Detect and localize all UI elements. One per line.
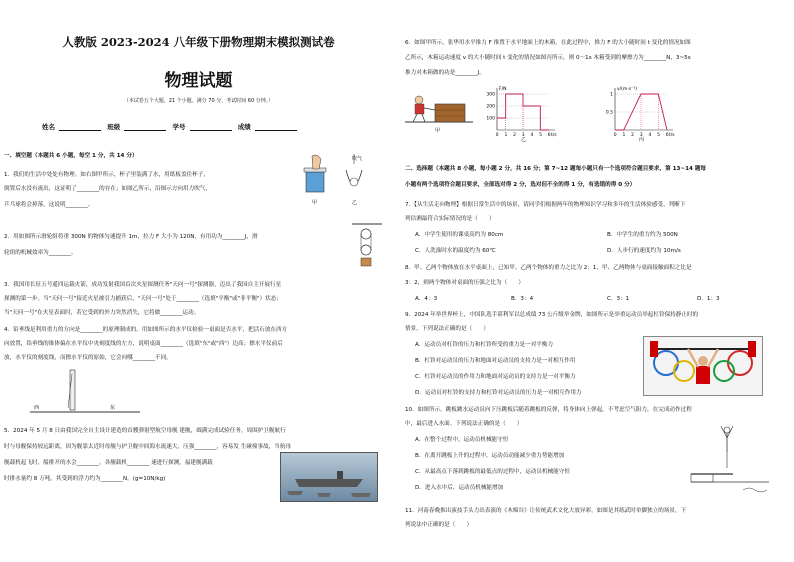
- level-figure: [30, 368, 140, 418]
- q4-line2: 向放置，铅垂线的锥体偏在水平仪中央刻度线的左方，说明桌面________（选填"东"或"西"）边高；擦水平仪前后: [4, 341, 283, 347]
- q3-line3: 当"天问一号"在火星表面时，若它受到的外力突然消失，它将做________运动。: [4, 310, 200, 316]
- x-tick-label: 0: [613, 133, 617, 138]
- q7-line2: 列估测最符合实际情况的是（ ）: [405, 216, 495, 222]
- q1-line3: 乒乓球将会掉落，这说明________。: [4, 202, 94, 208]
- fig-label-yi: 乙: [352, 200, 358, 206]
- y-tick-label: 300: [486, 92, 495, 98]
- x-tick-label: 1: [504, 133, 508, 138]
- aircraft-carrier-photo: [280, 452, 378, 502]
- chart-title: 丙: [639, 137, 645, 142]
- q8-option-c[interactable]: C．3：1: [607, 296, 630, 302]
- name-label: 姓名: [42, 123, 55, 131]
- fig-label-jia: 甲: [312, 200, 318, 206]
- weightlifter-photo: [643, 336, 763, 396]
- exam-subtitle: 物理试题: [164, 71, 233, 91]
- x-tick-label: 5: [539, 133, 543, 138]
- student-info-row: [42, 124, 301, 131]
- chart-title: 乙: [521, 137, 527, 142]
- section1-heading: 一、填空题（本题共 6 小题，每空 1 分，共 14 分）: [4, 153, 138, 159]
- athlete-icon: [696, 366, 710, 384]
- diving-figure: [683, 424, 773, 500]
- section2-heading-line2: 小题有两个选项符合题目要求，全部选对得 2 分，选对但不全的得 1 分，有选错的得 0 分）: [405, 182, 636, 188]
- y-tick-label: 1: [610, 92, 613, 98]
- label-east: 东: [110, 405, 116, 411]
- q9-option-a[interactable]: A．运动员对杠铃的压力和杠铃所受的重力是一对平衡力: [415, 342, 554, 348]
- q7-option-a[interactable]: A．中学生使用的课桌高约为 80cm: [415, 232, 504, 238]
- q3-line1: 3．我国用长征五号遥四运载火箭，成功发射我国首次火星探测任务"天问一号"探测器，迈出了我国自主开展行星: [4, 282, 282, 288]
- q8-option-a[interactable]: A．4：3: [415, 296, 438, 302]
- q1-line2: 倒置后水没有流出，这证明了________的存在；如图乙所示，沿图示方向用力吹气，: [4, 186, 211, 192]
- pulley-wheel-icon: [361, 229, 371, 239]
- x-tick-label: 6: [665, 133, 669, 138]
- q6-line2: 乙所示，木箱运动速度 v 的大小随时间 t 变化的情况如图丙所示，则 0～1s 木箱受到的摩擦力为________N，3~5s: [405, 55, 691, 61]
- q2-line2: 轮组的机械效率为________。: [4, 250, 77, 256]
- class-blank[interactable]: [124, 124, 166, 131]
- q8-option-b[interactable]: B．3：4: [511, 296, 534, 302]
- q9-line2: 情景，下列说法正确的是（ ）: [405, 326, 489, 332]
- q4-line1: 4．铅垂线是利用重力的方向是________的原理制成的。用如图所示的水平仪检验一桌面是否水平，把活石放在西方: [4, 327, 288, 333]
- q10-line1: 10．如图所示，跳板跳水运动员向下压跳板后随着跳板的反弹，将身体向上弹起。不考虑空气阻力，在完成动作过程: [405, 407, 692, 413]
- pingpong-ball-icon: [350, 178, 358, 186]
- x-tick-label: 6: [547, 133, 551, 138]
- exam-title: 人教版 2023-2024 八年级下册物理期末模拟测试卷: [62, 35, 335, 49]
- q5-line4: 时排水量约 8 万吨，其受到的浮力约为________N。(g=10N/kg): [4, 476, 166, 482]
- name-blank[interactable]: [59, 124, 101, 131]
- weight-block-icon: [361, 258, 371, 266]
- cup-icon: [306, 172, 324, 192]
- q5-line1: 5．2024 年 5 月 8 日由我国完全自主设计建造的首艘弹射型航空母舰 建舰，圆满完成试验任务，周围护卫舰航行: [4, 428, 286, 434]
- y-tick-label: 0.5: [605, 110, 613, 116]
- q10-option-d[interactable]: D．进入水中后，运动员机械能增加: [415, 485, 504, 491]
- label-west: 西: [34, 405, 40, 411]
- q9-option-d[interactable]: D．运动员对杠铃的支持力和杠铃对运动员的压力是一对相互作用力: [415, 390, 582, 396]
- x-tick-label: 1: [622, 133, 626, 138]
- id-blank[interactable]: [190, 124, 232, 131]
- q8-line2: 3：2，则两个物体对桌面的压强之比为（ ）: [405, 280, 524, 286]
- x-tick-label: 5: [657, 133, 661, 138]
- q1-figure: [290, 152, 390, 207]
- score-label: 成绩: [237, 123, 251, 131]
- q3-line2: 探测的第一步。当"天问一号"接近火星被引力捕获后，"天问一号"处于________（选填"平衡"或"非平衡"）状态；: [4, 296, 282, 302]
- q7-option-d[interactable]: D．人步行的速度约为 10m/s: [607, 248, 681, 254]
- velocity-time-chart: [597, 78, 681, 142]
- q8-line1: 8．甲、乙两个物体放在水平桌面上，已知甲、乙两个物体的重力之比为 2：1，甲、乙两物体与桌面接触面积之比是: [405, 265, 692, 271]
- q7-line1: 7．【从生活走向物理】根据日常生活中的场景，请同学们根据两年的物理知识学习和多年的生活体验感受，判断下: [405, 202, 686, 208]
- level-gauge-icon: [70, 370, 75, 410]
- q6-label-jia: 甲: [435, 128, 441, 134]
- q4-line3: 放，水平仪的刻度线，而擦水平仪的原始，它会向哪________不同。: [4, 355, 172, 361]
- q7-option-c[interactable]: C．人洗澡时水的温度约为 60℃: [415, 248, 496, 254]
- x-tick-label: 2: [631, 133, 635, 138]
- wooden-box-icon: [435, 104, 465, 122]
- q5-line2: 时与母舰保持较远距离，因为舰靠太近时母舰与护卫舰中间海水流速大，压强________，容易发 生碰撞事故，当航母: [4, 444, 292, 450]
- x-tick-label: 4: [530, 133, 534, 138]
- exam-note: （本试卷五个大题，21 个小题。满分 70 分，考试时间 60 分钟。）: [123, 98, 274, 104]
- q11-line1: 11．河南春晚推出演技手头力出表演的《木棉谷》让传统武术文化大放异彩。如图是其练武时单脚独立的场景，下: [405, 508, 687, 514]
- q9-line1: 9．2024 年举世界杯上，中国队选手谌利军以总成绩 73 公斤级举金牌，如图所示是举重运动员举起杠铃保持静止时的: [405, 312, 699, 318]
- q1-line1: 1．我们的生活中处处有物理。如右图甲所示，杯子里装满了水，用纸板盖住杯子，: [4, 172, 209, 178]
- diver-icon: [724, 427, 730, 433]
- id-label: 学号: [172, 123, 186, 131]
- q11-line2: 列说法中正确的是（ ）: [405, 522, 473, 528]
- x-axis-label: t/s: [551, 133, 557, 138]
- q2-line1: 2．用如图所示滑轮组将重 300N 的物体匀速提升 1m，拉力 F 大小为 120N，有用功为________J，滑: [4, 234, 258, 240]
- q7-option-b[interactable]: B．中学生的重力约为 500N: [607, 232, 678, 238]
- q10-option-a[interactable]: A．在整个过程中，运动员机械能守恒: [415, 437, 509, 443]
- y-axis-label: F/N: [499, 87, 507, 92]
- x-tick-label: 0: [495, 133, 499, 138]
- q8-option-d[interactable]: D．1：3: [697, 296, 720, 302]
- x-tick-label: 3: [639, 133, 643, 138]
- x-axis-label: t/s: [669, 133, 675, 138]
- x-tick-label: 3: [521, 133, 525, 138]
- q10-line2: 中，最后进入水面。下列说法正确的是（ ）: [405, 421, 523, 427]
- q10-option-c[interactable]: C．从最高点下落到跳板的最低点的过程中，运动员机械能守恒: [415, 469, 570, 475]
- y-axis-label: v/(m·s⁻¹): [617, 87, 638, 92]
- class-label: 班级: [107, 123, 121, 131]
- y-tick-label: 200: [486, 104, 495, 110]
- hand-icon: [312, 155, 321, 169]
- q9-option-b[interactable]: B．杠铃对运动员的压力和地面对运动员的支持力是一对相互作用: [415, 358, 576, 364]
- q5-line3: 舰载机起飞时，船排开的水会________，各舰载机________ 速进行探测，福建舰满载: [4, 460, 213, 466]
- right-column: [397, 0, 794, 562]
- y-tick-label: 100: [486, 116, 495, 122]
- x-tick-label: 4: [648, 133, 652, 138]
- force-time-chart: [479, 78, 561, 142]
- q9-option-c[interactable]: C．杠铃对运动员的作用力和地面对运动员的支持力是一对平衡力: [415, 374, 576, 380]
- score-blank[interactable]: [255, 124, 297, 131]
- section2-heading-line1: 二、选择题（本题共 8 小题，每小题 2 分，共 16 分；第 7~12 题每小题只有一个选项符合题目要求，第 13~14 题每: [405, 166, 707, 172]
- q6-figure-jia: [405, 90, 473, 134]
- q6-line3: 推力对木箱做的功是________J。: [405, 70, 485, 76]
- x-tick-label: 2: [513, 133, 517, 138]
- q6-line1: 6．如图甲所示，张华用水平推力 F 推置于水平地面上的木箱，在此过程中，推力 F 的大小随时间 t 变化的情况如图: [405, 40, 691, 46]
- person-icon: [415, 96, 423, 104]
- pulley-figure: [352, 222, 382, 272]
- fig-label-blow: 吹气: [352, 156, 363, 162]
- q10-option-b[interactable]: B．在离开跳板上升的过程中，运动员动能减少重力势能增加: [415, 453, 565, 459]
